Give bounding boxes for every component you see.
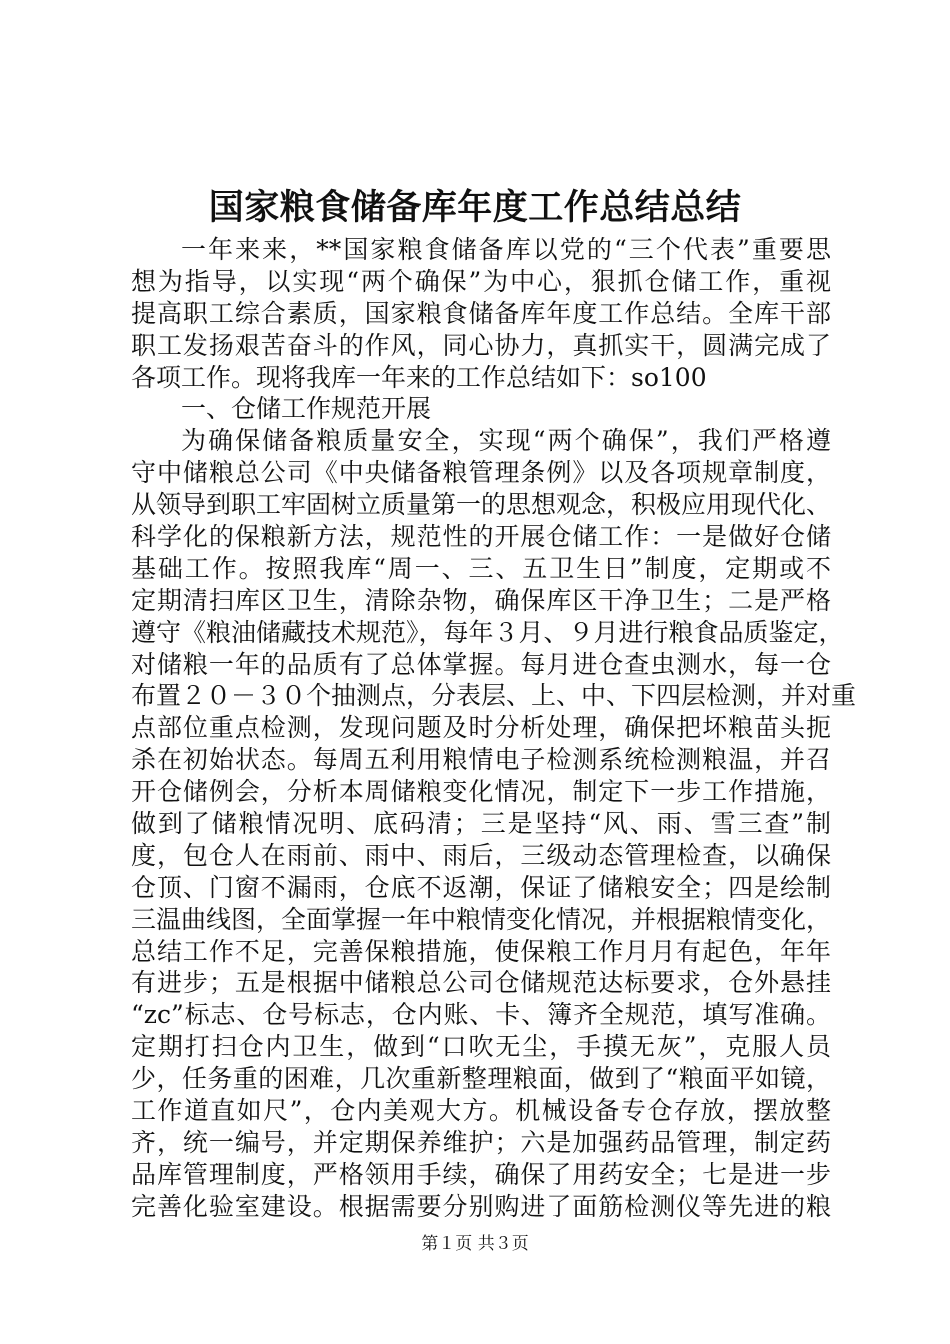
- paragraph-line: 从领导到职工牢固树立质量第一的思想观念，积极应用现代化、: [131, 490, 832, 520]
- paragraph-line: “zc”标志、仓号标志，仓内账、卡、簿齐全规范，填写准确。: [131, 1000, 831, 1030]
- paragraph-line: 定期清扫库区卫生，清除杂物，确保库区干净卫生；二是严格: [131, 585, 831, 615]
- paragraph-line: 为确保储备粮质量安全，实现“两个确保”，我们严格遵: [181, 426, 831, 456]
- paragraph-line: 想为指导，以实现“两个确保”为中心，狠抓仓储工作，重视: [131, 266, 831, 296]
- page-number-footer: 第１页 共３页: [421, 1234, 529, 1254]
- paragraph-line: 品库管理制度，严格领用手续，确保了用药安全；七是进一步: [131, 1159, 831, 1189]
- paragraph-line: 杀在初始状态。每周五利用粮情电子检测系统检测粮温，并召: [131, 745, 831, 775]
- paragraph-line: 点部位重点检测，发现问题及时分析处理，确保把坏粮苗头扼: [131, 713, 831, 743]
- paragraph-line: 工作道直如尺”，仓内美观大方。机械设备专仓存放，摆放整: [131, 1096, 831, 1126]
- paragraph-line: 仓顶、门窗不漏雨，仓底不返潮，保证了储粮安全；四是绘制: [131, 872, 831, 902]
- paragraph-line: 总结工作不足，完善保粮措施，使保粮工作月月有起色，年年: [131, 936, 831, 966]
- paragraph-line: 齐，统一编号，并定期保养维护；六是加强药品管理，制定药: [131, 1127, 831, 1157]
- document-body: [131, 234, 857, 1223]
- paragraph-line: 对储粮一年的品质有了总体掌握。每月进仓查虫测水，每一仓: [131, 649, 831, 679]
- paragraph-line: 完善化验室建设。根据需要分别购进了面筋检测仪等先进的粮: [131, 1191, 831, 1221]
- paragraph-line: 度，包仓人在雨前、雨中、雨后，三级动态管理检查，以确保: [131, 840, 831, 870]
- paragraph-line: 科学化的保粮新方法，规范性的开展仓储工作：一是做好仓储: [131, 522, 831, 552]
- paragraph-line: 做到了储粮情况明、底码清；三是坚持“风、雨、雪三查”制: [131, 809, 831, 839]
- section-heading: 一、仓储工作规范开展: [181, 394, 432, 424]
- paragraph-line: 职工发扬艰苦奋斗的作风，同心协力，真抓实干，圆满完成了: [131, 330, 831, 360]
- document-title: 国家粮食储备库年度工作总结总结: [208, 188, 742, 228]
- paragraph-line: 有进步；五是根据中储粮总公司仓储规范达标要求，仓外悬挂: [131, 968, 831, 998]
- paragraph-line: 各项工作。现将我库一年来的工作总结如下：so100: [131, 362, 707, 392]
- paragraph-line: 一年来来，**国家粮食储备库以党的“三个代表”重要思: [181, 235, 831, 264]
- paragraph-line: 布置２０－３０个抽测点，分表层、上、中、下四层检测，并对重: [131, 681, 857, 711]
- paragraph-line: 少，任务重的困难，几次重新整理粮面，做到了“粮面平如镜，: [131, 1064, 831, 1094]
- paragraph-line: 开仓储例会，分析本周储粮变化情况，制定下一步工作措施，: [131, 777, 831, 807]
- paragraph-line: 三温曲线图，全面掌握一年中粮情变化情况，并根据粮情变化，: [131, 904, 832, 934]
- paragraph-line: 守中储粮总公司《中央储备粮管理条例》以及各项规章制度，: [131, 458, 831, 488]
- paragraph-line: 基础工作。按照我库“周一、三、五卫生日”制度，定期或不: [131, 553, 831, 583]
- paragraph-line: 提高职工综合素质，国家粮食储备库年度工作总结。全库干部: [131, 298, 831, 328]
- paragraph-line: 遵守《粮油储藏技术规范》，每年３月、９月进行粮食品质鉴定，: [131, 617, 844, 647]
- paragraph-line: 定期打扫仓内卫生，做到“口吹无尘，手摸无灰”，克服人员: [131, 1032, 831, 1062]
